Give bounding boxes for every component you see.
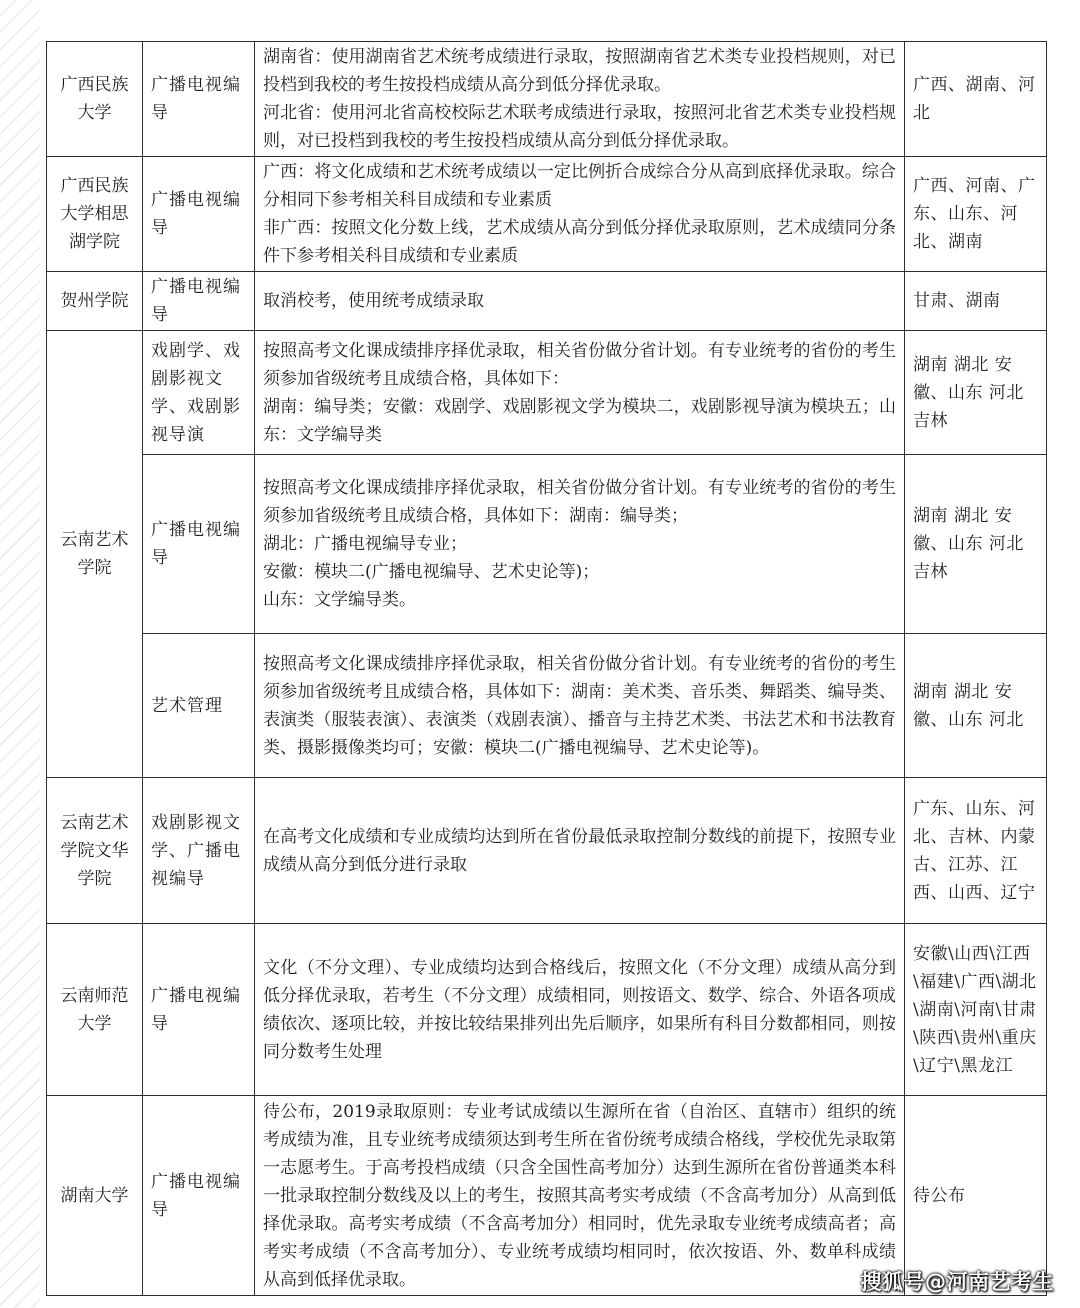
rule-line: 取消校考，使用统考成绩录取: [263, 291, 484, 311]
school-cell: 云南师范大学: [47, 924, 143, 1096]
left-watermark-strip: [0, 0, 40, 1308]
school-cell: 云南艺术学院文华学院: [47, 778, 143, 924]
province-cell: 安徽\山西\江西\福建\广西\湖北\湖南\河南\甘肃\陕西\贵州\重庆\辽宁\黑龙江: [905, 924, 1047, 1096]
rule-line: 按照高考文化课成绩排序择优录取，相关省份做分省计划。有专业统考的省份的考生须参加省级统考且成绩合格，具体如下：湖南：编导类；: [263, 478, 896, 526]
school-cell: 广西民族大学: [47, 42, 143, 157]
rule-cell: [255, 42, 905, 157]
province-cell: 湖南 湖北 安徽、山东 河北吉林: [905, 455, 1047, 634]
major-cell: 戏剧学、戏剧影视文学、戏剧影视导演: [143, 331, 255, 455]
province-cell: 湖南 湖北 安徽、山东 河北: [905, 634, 1047, 778]
rule-cell: [255, 331, 905, 455]
rule-line: 文化（不分文理）、专业成绩均达到合格线后，按照文化（不分文理）成绩从高分到低分择优录取，若考生（不分文理）成绩相同，则按语文、数学、综合、外语各项成绩依次、逐项比较，并按比较结果排列出先后顺序，如果所有科目分数都相同，则按同分数考生处理: [263, 957, 896, 1062]
province-cell: 广西、湖南、河北: [905, 42, 1047, 157]
major-cell: 戏剧影视文学、广播电视编导: [143, 778, 255, 924]
school-cell: 广西民族大学相思湖学院: [47, 157, 143, 272]
admission-table: [46, 41, 1047, 1296]
sohu-watermark: 搜狐号@河南艺考生: [860, 1270, 1054, 1294]
rule-line: 安徽：模块二(广播电视编导、艺术史论等)；: [263, 562, 600, 582]
table-row: [47, 157, 1047, 272]
rule-cell: [255, 924, 905, 1096]
rule-cell: [255, 272, 905, 331]
major-cell: 广播电视编导: [143, 272, 255, 331]
rule-cell: [255, 1096, 905, 1296]
province-cell: 广东、山东、河北、吉林、内蒙古、江苏、江西、山西、辽宁: [905, 778, 1047, 924]
school-cell: 云南艺术学院: [47, 331, 143, 778]
province-cell: 广西、河南、广东、山东、河北、湖南: [905, 157, 1047, 272]
major-cell: 广播电视编导: [143, 42, 255, 157]
rule-line: 广西：将文化成绩和艺术统考成绩以一定比例折合成综合分从高到底择优录取。综合分相同下参考相关科目成绩和专业素质: [263, 162, 896, 210]
table-row: [47, 455, 1047, 634]
major-cell: 广播电视编导: [143, 455, 255, 634]
rule-line: 山东：文学编导类。: [263, 590, 416, 610]
rule-line: 按照高考文化课成绩排序择优录取，相关省份做分省计划。有专业统考的省份的考生须参加省级统考且成绩合格，具体如下：湖南：美术类、音乐类、舞蹈类、编导类、表演类（服装表演）、表演类（戏剧表演）、播音与主持艺术类、书法艺术和书法教育类、摄影摄像类均可；安徽：模块二(广播电视编导、艺术史论等)。: [263, 653, 896, 758]
school-cell: 贺州学院: [47, 272, 143, 331]
rule-line: 非广西：按照文化分数上线，艺术成绩从高分到低分择优录取原则，艺术成绩同分条件下参考相关科目成绩和专业素质: [263, 218, 896, 266]
major-cell: 广播电视编导: [143, 1096, 255, 1296]
rule-cell: [255, 634, 905, 778]
major-cell: 广播电视编导: [143, 924, 255, 1096]
table-row: [47, 778, 1047, 924]
rule-cell: [255, 455, 905, 634]
rule-line: 湖南：编导类；安徽：戏剧学、戏剧影视文学为模块二，戏剧影视导演为模块五；山东：文学编导类: [263, 396, 896, 445]
table-row: [47, 42, 1047, 157]
rule-line: 河北省：使用河北省高校校际艺术联考成绩进行录取，按照河北省艺术类专业投档规则，对已投档到我校的考生按投档成绩从高分到低分择优录取。: [263, 103, 896, 151]
school-cell: 湖南大学: [47, 1096, 143, 1296]
major-cell: 广播电视编导: [143, 157, 255, 272]
rule-line: 按照高考文化课成绩排序择优录取，相关省份做分省计划。有专业统考的省份的考生须参加省级统考且成绩合格，具体如下：: [263, 340, 896, 389]
major-cell: 艺术管理: [143, 634, 255, 778]
rule-line: 待公布，2019录取原则：专业考试成绩以生源所在省（自治区、直辖市）组织的统考成绩为准，且专业统考成绩须达到考生所在省份统考成绩合格线，学校优先录取第一志愿考生。于高考投档成绩（只含全国性高考加分）达到生源所在省份普通类本科一批录取控制分数线及以上的考生，按照其高考实考成绩（不含高考加分）从高到低择优录取。高考实考成绩（不含高考加分）相同时，优先录取专业统考成绩高者；高考实考成绩（不含高考加分）、专业统考成绩均相同时，依次按语、外、数单科成绩从高到低择优录取。: [263, 1101, 896, 1290]
rule-cell: [255, 157, 905, 272]
province-cell: 甘肃、湖南: [905, 272, 1047, 331]
rule-line: 在高考文化成绩和专业成绩均达到所在省份最低录取控制分数线的前提下，按照专业成绩从高分到低分进行录取: [263, 826, 896, 875]
table-row: [47, 634, 1047, 778]
rule-line: 湖北：广播电视编导专业；: [263, 534, 467, 554]
province-cell: 湖南 湖北 安徽、山东 河北吉林: [905, 331, 1047, 455]
province-cell: 待公布: [905, 1096, 1047, 1296]
table-row: [47, 924, 1047, 1096]
rule-line: 湖南省：使用湖南省艺术统考成绩进行录取，按照湖南省艺术类专业投档规则，对已投档到我校的考生按投档成绩从高分到低分择优录取。: [263, 47, 896, 95]
table-row: [47, 331, 1047, 455]
rule-cell: [255, 778, 905, 924]
table-row: [47, 272, 1047, 331]
